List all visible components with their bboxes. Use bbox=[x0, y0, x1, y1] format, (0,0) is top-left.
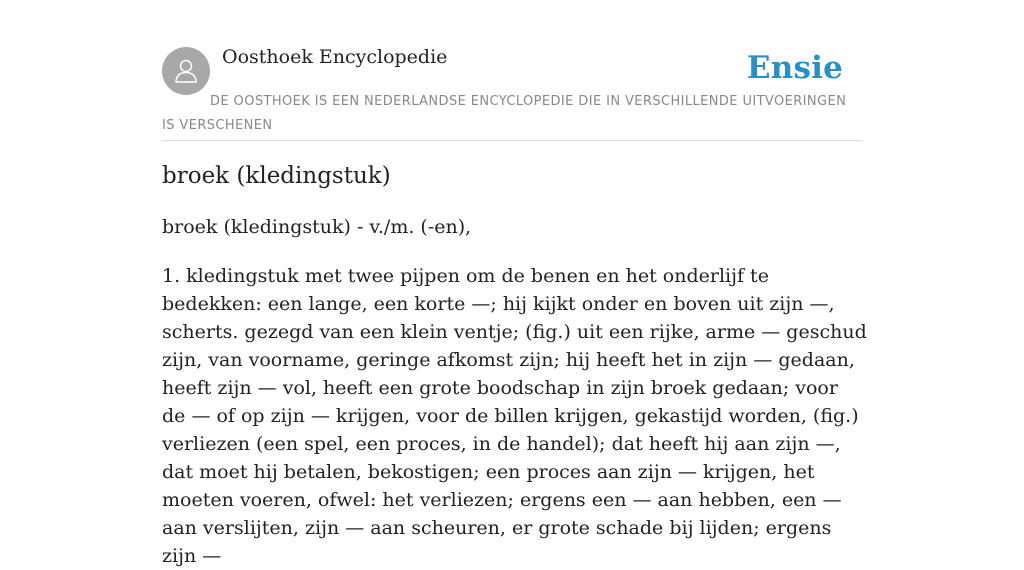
user-icon bbox=[171, 56, 201, 86]
page-container bbox=[162, 0, 867, 567]
page-header bbox=[162, 0, 862, 141]
author-description: DE OOSTHOEK IS EEN NEDERLANDSE ENCYCLOPEDIE DIE IN VERSCHILLENDE UITVOERINGEN IS VERSCHENEN bbox=[162, 94, 847, 133]
author-name[interactable]: Oosthoek Encyclopedie bbox=[222, 46, 448, 68]
article-subtitle: broek (kledingstuk) - v./m. (-en), bbox=[162, 216, 472, 238]
author-avatar[interactable] bbox=[162, 47, 210, 95]
article-definition: 1. kledingstuk met twee pijpen om de benen en het onderlijf te bedekken: een lange, een korte —; hij kijkt onder en boven uit zijn —, scherts. gezegd van een klein ventje; (fig.) uit een rijke, arme — geschud zijn, van voorname, geringe afkomst zijn; hij heeft het in zijn — gedaan, heeft zijn — vol, heeft een grote boodschap in zijn broek gedaan; voor de — of op zijn — krijgen, voor de billen krijgen, gekastijd worden, (fig.) verliezen (een spel, een proces, in de handel); dat heeft hij aan zijn —, dat moet hij betalen, bekostigen; een proces aan zijn — krijgen, het moeten voeren, ofwel: het verliezen; ergens een — aan hebben, een — aan verslijten, zijn — aan scheuren, er grote schade bij lijden; ergens zijn — bbox=[162, 265, 867, 567]
article-title: broek (kledingstuk) bbox=[162, 163, 391, 189]
brand-logo[interactable]: Ensie bbox=[746, 50, 843, 86]
